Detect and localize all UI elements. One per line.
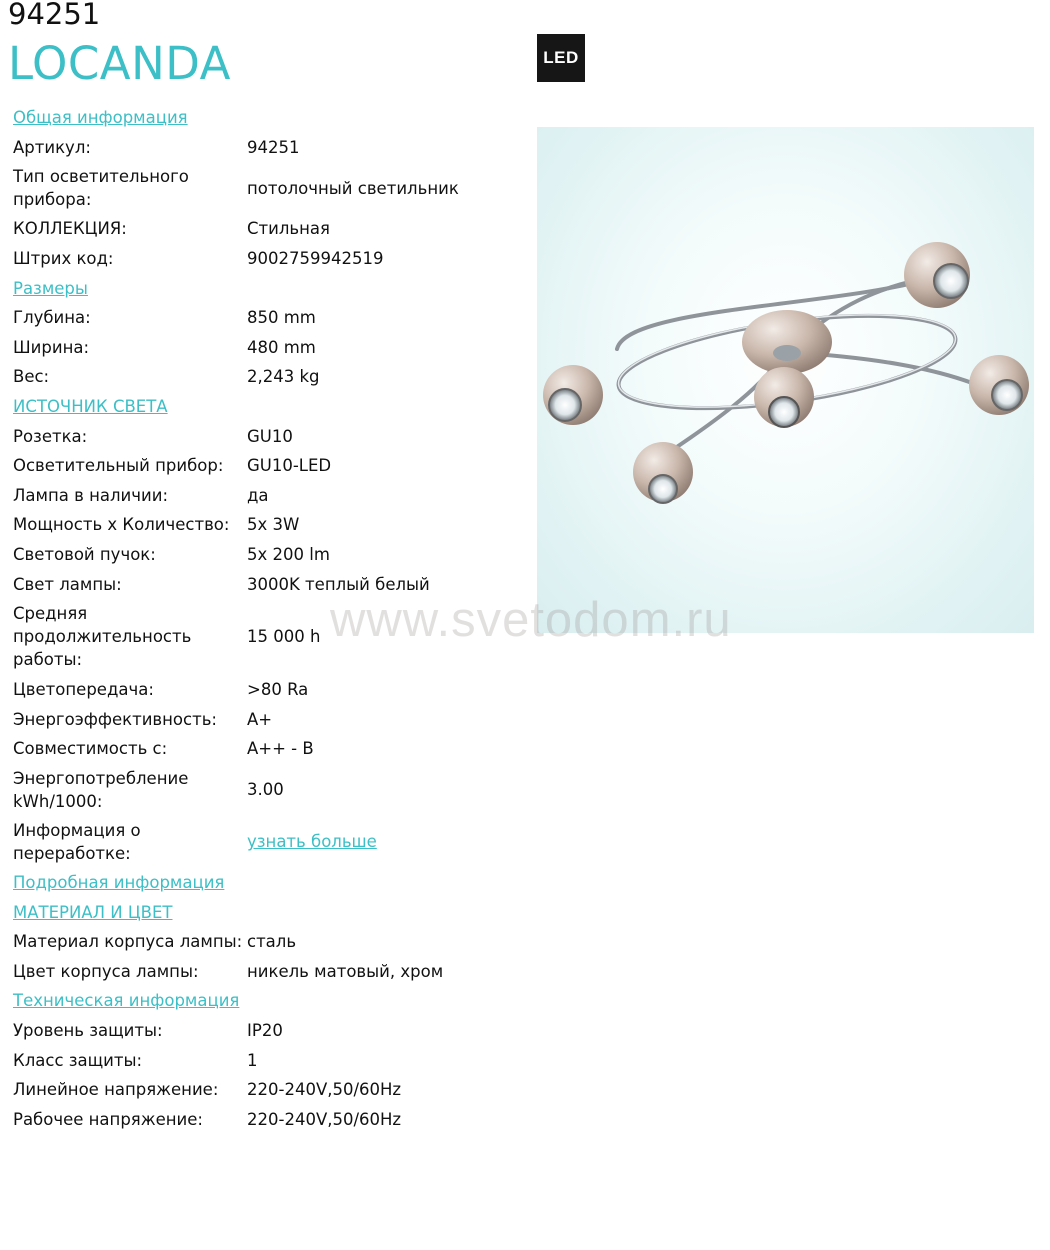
spec-row xyxy=(13,214,493,244)
spec-label: Тип осветительного прибора: xyxy=(13,167,189,210)
spec-value: 1 xyxy=(247,1050,258,1070)
section-heading-label[interactable]: Подробная информация xyxy=(13,872,225,892)
spec-row xyxy=(13,540,493,570)
spec-label: Свет лампы: xyxy=(13,574,122,594)
spec-row xyxy=(13,133,493,163)
spec-row xyxy=(13,734,493,764)
spec-row xyxy=(13,764,493,816)
spec-row xyxy=(13,1104,493,1134)
spec-value: A++ - B xyxy=(247,739,314,759)
spec-value: потолочный светильник xyxy=(247,178,459,198)
spec-value: >80 Ra xyxy=(247,680,309,700)
spec-value: GU10-LED xyxy=(247,456,332,476)
learn-more-link[interactable]: узнать больше xyxy=(247,832,377,852)
spec-row xyxy=(13,1016,493,1046)
spec-label: Линейное напряжение: xyxy=(13,1080,219,1100)
spec-value: 220-240V,50/60Hz xyxy=(247,1109,402,1129)
spec-value: 9002759942519 xyxy=(247,249,384,269)
led-badge: LED xyxy=(537,34,585,82)
spec-value: 220-240V,50/60Hz xyxy=(247,1080,402,1100)
spec-row xyxy=(13,816,493,868)
section-heading xyxy=(13,897,493,927)
section-heading xyxy=(13,392,493,422)
spec-value xyxy=(247,830,493,853)
spec-row xyxy=(13,510,493,540)
spec-label: Класс защиты: xyxy=(13,1050,143,1070)
spec-label: Энергоэффективность: xyxy=(13,709,217,729)
spec-label: Артикул: xyxy=(13,137,91,157)
section-heading xyxy=(13,986,493,1016)
watermark: www.svetodom.ru xyxy=(330,593,732,647)
section-heading-label[interactable]: Техническая информация xyxy=(13,991,240,1011)
spec-row xyxy=(13,1075,493,1105)
spec-label: Лампа в наличии: xyxy=(13,485,169,505)
section-heading xyxy=(13,103,493,133)
spec-value: 3000K теплый белый xyxy=(247,574,430,594)
product-photo xyxy=(537,127,1034,633)
spec-value: 2,243 kg xyxy=(247,367,320,387)
spec-row xyxy=(13,675,493,705)
section-heading-label[interactable]: Размеры xyxy=(13,278,88,298)
spec-label: Глубина: xyxy=(13,308,91,328)
product-name: LOCANDA xyxy=(8,37,231,90)
spec-value: A+ xyxy=(247,709,273,729)
spec-value: 3.00 xyxy=(247,780,284,800)
spec-row xyxy=(13,1045,493,1075)
spec-row xyxy=(13,244,493,274)
spec-label: Вес: xyxy=(13,367,50,387)
spec-value: IP20 xyxy=(247,1020,283,1040)
spec-row xyxy=(13,956,493,986)
section-heading-label[interactable]: Общая информация xyxy=(13,108,188,128)
spec-label: Цвет корпуса лампы: xyxy=(13,961,199,981)
spec-row xyxy=(13,451,493,481)
spec-label: Розетка: xyxy=(13,426,88,446)
section-heading-label[interactable]: ИСТОЧНИК СВЕТА xyxy=(13,397,168,417)
spec-value: 15 000 h xyxy=(247,627,321,647)
spec-value: да xyxy=(247,485,269,505)
spec-label: Осветительный прибор: xyxy=(13,456,224,476)
spec-value: 94251 xyxy=(247,137,300,157)
spec-label: Штрих код: xyxy=(13,249,114,269)
spec-row xyxy=(13,303,493,333)
spec-label: Энергопотребление kWh/1000: xyxy=(13,768,189,811)
spec-label: Уровень защиты: xyxy=(13,1020,163,1040)
spec-label: Ширина: xyxy=(13,337,90,357)
spec-row xyxy=(13,362,493,392)
section-heading xyxy=(13,868,493,898)
section-heading-label[interactable]: МАТЕРИАЛ И ЦВЕТ xyxy=(13,902,173,922)
spec-row xyxy=(13,333,493,363)
spec-value: сталь xyxy=(247,932,297,952)
spec-value: 5x 200 lm xyxy=(247,545,330,565)
spec-label: Материал корпуса лампы: xyxy=(13,932,243,952)
spec-value: 480 mm xyxy=(247,337,316,357)
spec-label: Средняя продолжительность работы: xyxy=(13,604,192,670)
spec-row xyxy=(13,481,493,511)
spec-label: Информация о переработке: xyxy=(13,820,141,863)
spec-value: никель матовый, хром xyxy=(247,961,444,981)
spec-row xyxy=(13,705,493,735)
spec-value: 5x 3W xyxy=(247,515,300,535)
spec-label: Рабочее напряжение: xyxy=(13,1109,203,1129)
section-heading xyxy=(13,273,493,303)
spec-label: КОЛЛЕКЦИЯ: xyxy=(13,219,127,239)
spec-value: Стильная xyxy=(247,219,330,239)
spec-row xyxy=(13,421,493,451)
spec-label: Световой пучок: xyxy=(13,545,156,565)
spec-label: Мощность x Количество: xyxy=(13,515,230,535)
spec-row xyxy=(13,162,493,214)
spec-label: Цветопередача: xyxy=(13,680,154,700)
ceiling-lamp-illustration xyxy=(537,127,1034,633)
spec-row xyxy=(13,927,493,957)
spec-label: Совместимость с: xyxy=(13,739,168,759)
spec-value: GU10 xyxy=(247,426,293,446)
article-number: 94251 xyxy=(8,0,101,31)
spec-value: 850 mm xyxy=(247,308,316,328)
